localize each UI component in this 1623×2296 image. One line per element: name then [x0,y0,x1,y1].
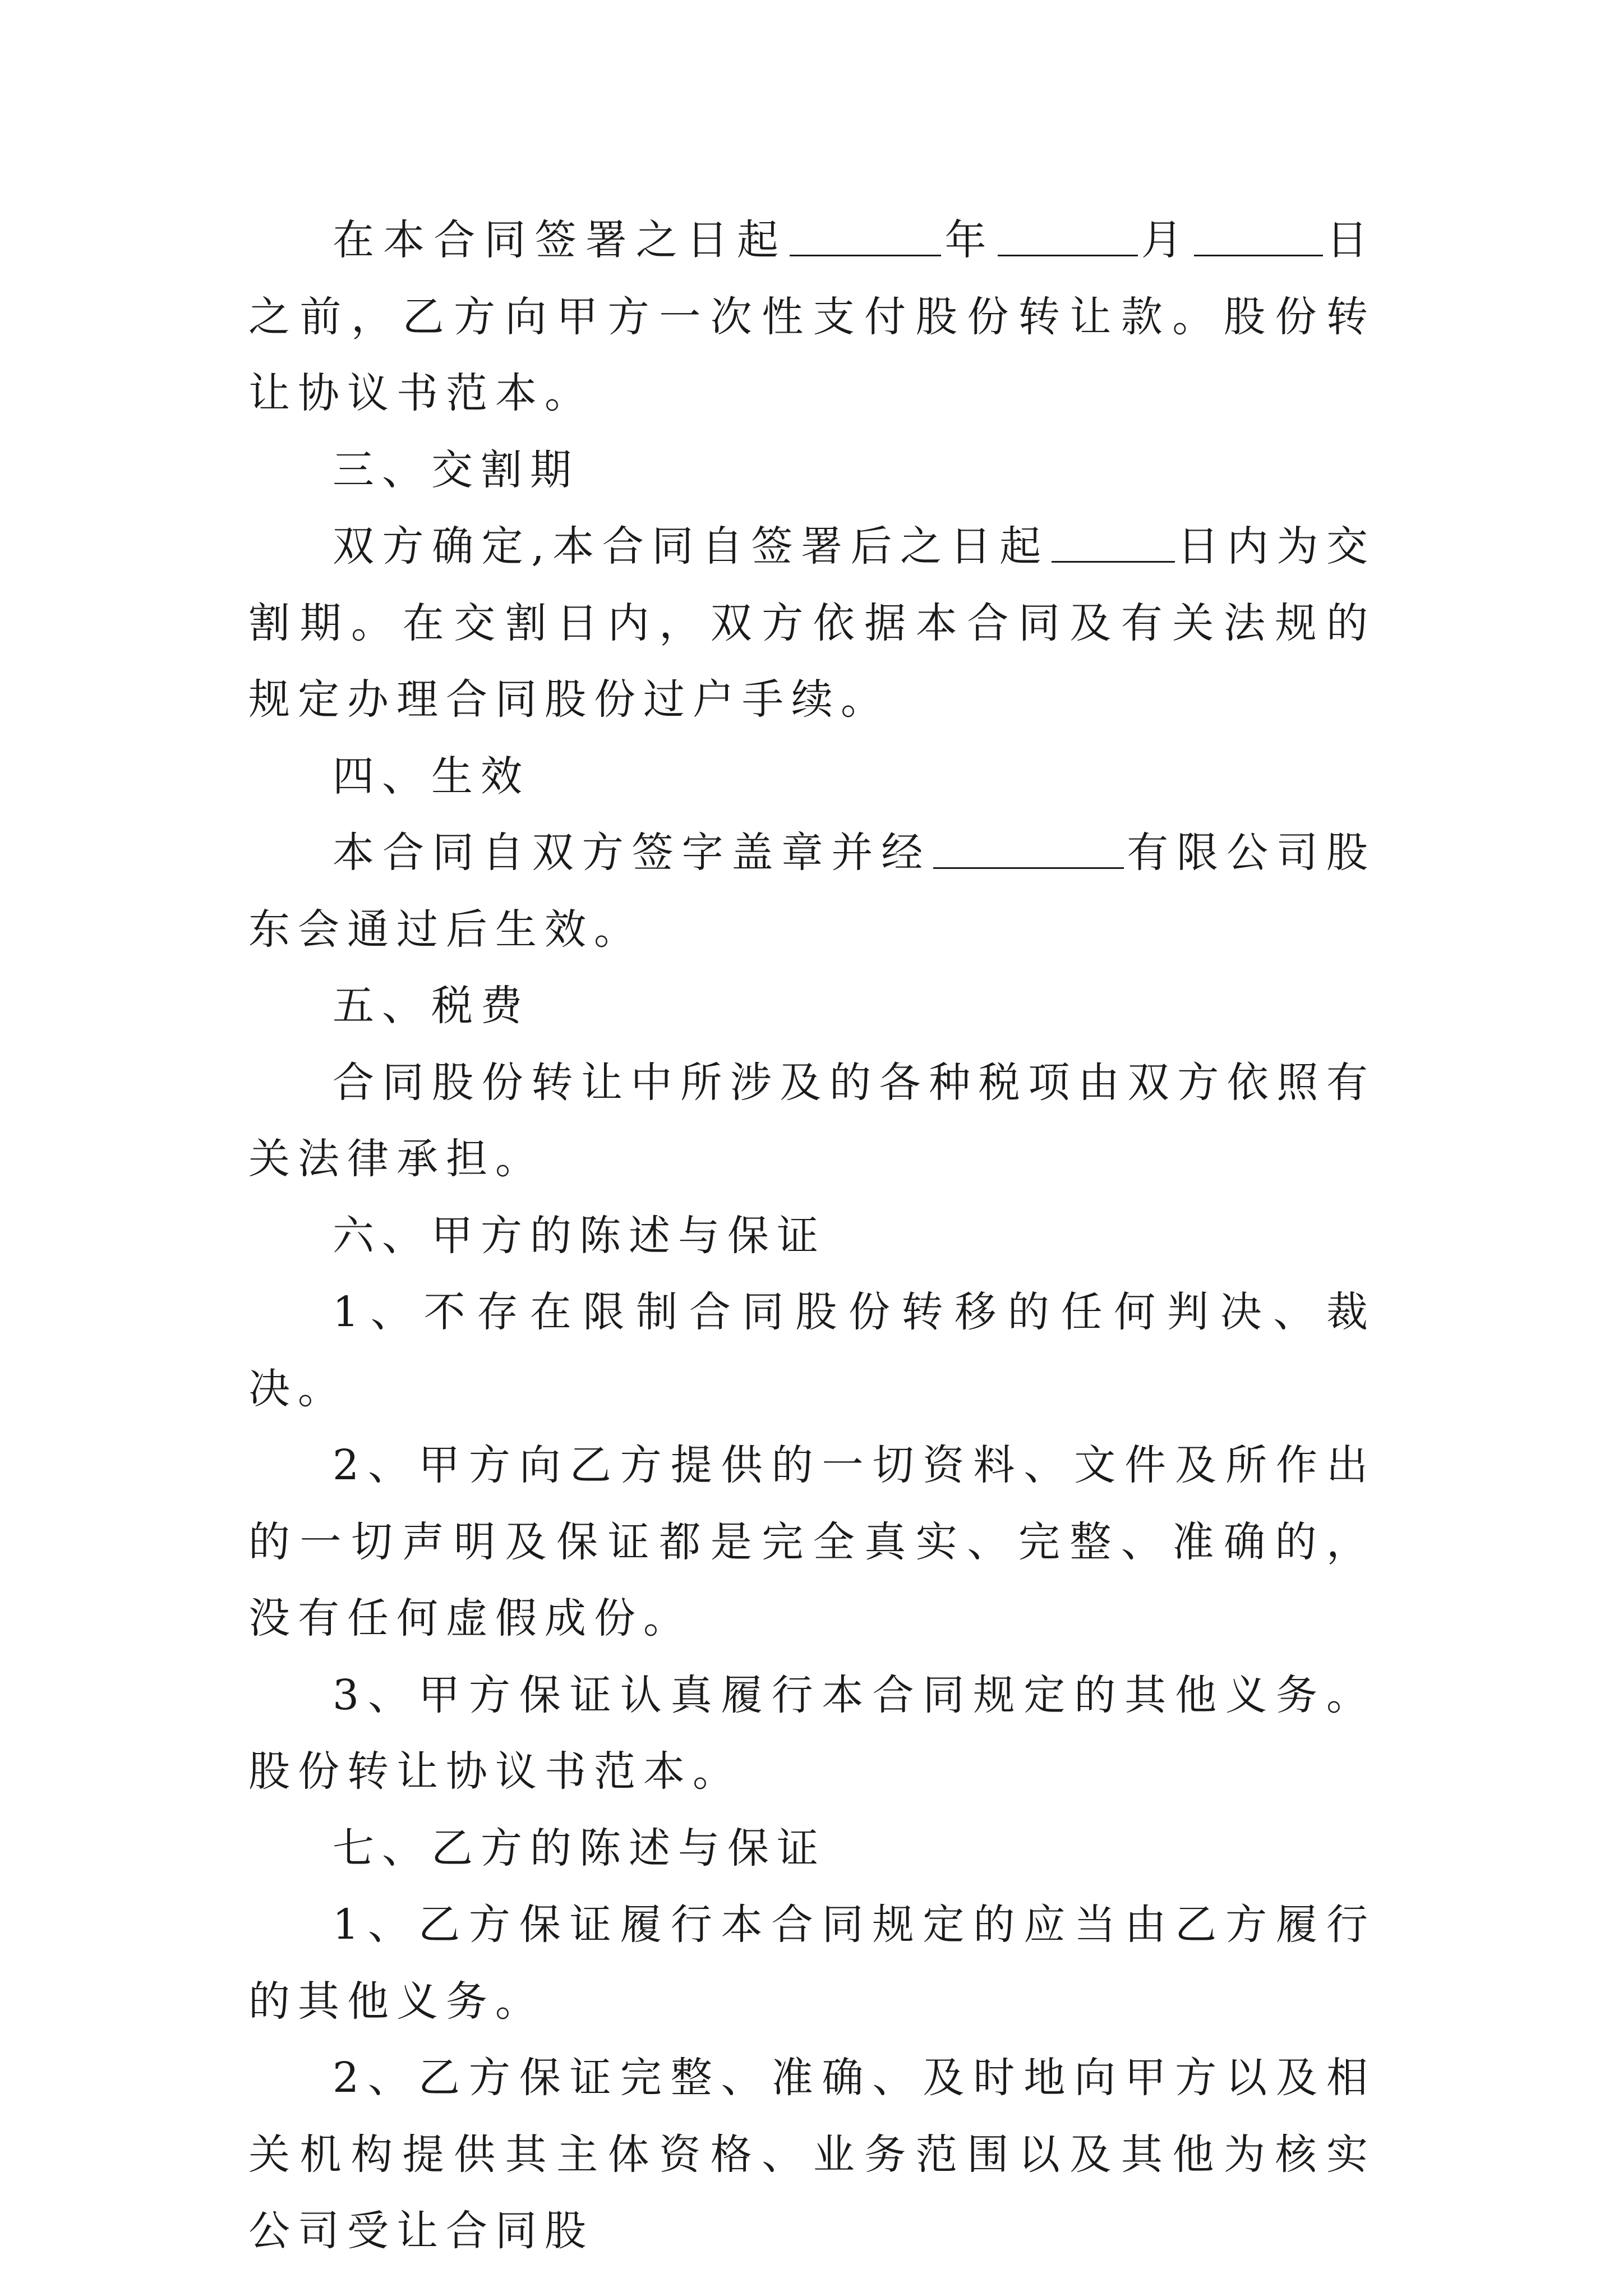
section-heading-effect: 四、生效 [333,752,530,800]
delivery-text-end: 日内为交割期。在交割日内，双方依据本合同及有关法规的规定办理合同股份过户手续。 [248,522,1376,724]
document-body [248,202,1376,2270]
party-b-clause-2: 2、乙方保证完整、准确、及时地向甲方以及相关机构提供其主体资格、业务范围以及其他为核实公司受让合同股 [248,2054,1376,2255]
section-heading-taxes: 五、税费 [333,982,530,1030]
month-label: 月 [1140,216,1192,264]
effect-text-end: 有限公司股东会通过后生效。 [248,829,1376,954]
section-heading-delivery: 三、交割期 [333,445,579,494]
section-heading-party-a-warranties: 六、甲方的陈述与保证 [333,1211,826,1260]
year-label: 年 [943,216,995,264]
party-a-clause-1: 1、不存在限制合同股份转移的任何判决、裁决。 [248,1288,1376,1413]
month-blank [998,221,1138,256]
party-b-clause-1: 1、乙方保证履行本合同规定的应当由乙方履行的其他义务。 [248,1901,1376,2026]
payment-term-text-end: 日之前，乙方向甲方一次性支付股份转让款。股份转让协议书范本。 [248,216,1376,417]
party-a-clause-2: 2、甲方向乙方提供的一切资料、文件及所作出的一切声明及保证都是完全真实、完整、准确的，没有任何虚假成份。 [248,1441,1376,1642]
section-heading-party-b-warranties: 七、乙方的陈述与保证 [333,1824,826,1872]
effect-text-start: 本合同自双方签字盖章并经 [333,829,932,877]
delivery-text-start: 双方确定,本合同自签署后之日起 [333,522,1049,570]
effect-paragraph [248,815,1376,968]
delivery-period-paragraph [248,508,1376,738]
taxes-paragraph: 合同股份转让中所涉及的各种税项由双方依照有关法律承担。 [248,1058,1376,1183]
payment-term-text-start: 在本合同签署之日起 [333,216,788,264]
payment-term-paragraph [248,202,1376,432]
party-a-clause-3: 3、甲方保证认真履行本合同规定的其他义务。股份转让协议书范本。 [248,1671,1376,1796]
company-name-blank [933,834,1124,869]
year-blank [790,221,941,256]
days-blank [1052,527,1175,563]
day-blank [1194,221,1323,256]
